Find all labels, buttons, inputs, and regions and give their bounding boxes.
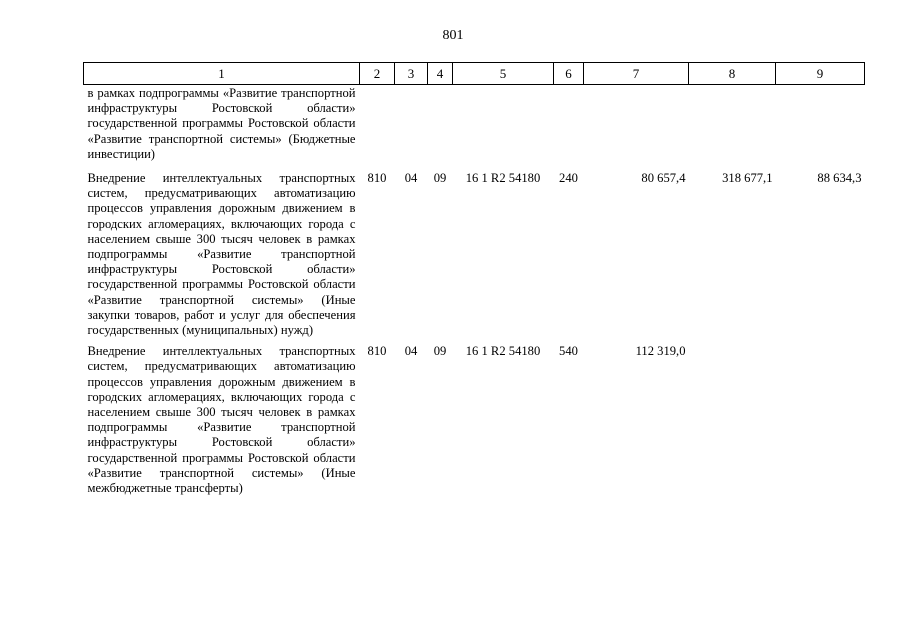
cell-amount-col7: 112 319,0 [635, 344, 686, 359]
cell-amount-col9: 88 634,3 [817, 171, 862, 186]
column-header: 7 [584, 63, 689, 85]
cell-section: 04 [404, 344, 418, 359]
cell-expense-type [554, 85, 584, 172]
column-header: 5 [453, 63, 554, 85]
row-description: Внедрение интеллектуальных транспортных систем, предусматривающих автоматизацию процессов управления дорожным движением в городских агломерациях, включающих города с населением свыше 300 тысяч человек в рамках подпрограммы «Развитие транспортной инфраструктуры Ростовской области» государственной программы Ростовской области «Развитие транспортной системы» (Иные межбюджетные трансферты) [87, 344, 356, 496]
cell-amount-col9 [776, 85, 865, 172]
column-header: 4 [428, 63, 453, 85]
budget-table [83, 62, 865, 502]
cell-amount-col7 [584, 85, 689, 172]
row-description: Внедрение интеллектуальных транспортных систем, предусматривающих автоматизацию процессов управления дорожным движением в городских агломерациях, включающих города с населением свыше 300 тысяч человек в рамках подпрограммы «Развитие транспортной инфраструктуры Ростовской области» государственной программы Ростовской области «Развитие транспортной системы» (Иные закупки товаров, работ и услуг для обеспечения государственных (муниципальных) нужд) [87, 171, 356, 338]
column-header: 1 [84, 63, 360, 85]
cell-subsection [428, 85, 453, 172]
cell-amount-col8 [689, 85, 776, 172]
page-number: 801 [442, 28, 464, 43]
cell-ministry-code [360, 85, 395, 172]
cell-amount-col9 [776, 344, 865, 502]
column-header: 9 [776, 63, 865, 85]
cell-section: 04 [404, 171, 418, 186]
column-header: 6 [554, 63, 584, 85]
cell-amount-col8 [689, 344, 776, 502]
cell-expense-type: 540 [559, 344, 578, 359]
column-header: 2 [360, 63, 395, 85]
cell-ministry-code: 810 [367, 171, 387, 186]
column-header: 3 [395, 63, 428, 85]
cell-target-article: 16 1 R2 54180 [465, 344, 541, 359]
table-row [84, 171, 865, 344]
cell-subsection: 09 [433, 171, 447, 186]
cell-ministry-code: 810 [367, 344, 387, 359]
table-row [84, 85, 865, 172]
cell-subsection: 09 [433, 344, 447, 359]
cell-section [395, 85, 428, 172]
table-row [84, 344, 865, 502]
cell-target-article [453, 85, 554, 172]
table-header-row [84, 63, 865, 85]
cell-amount-col8: 318 677,1 [722, 171, 773, 186]
column-header: 8 [689, 63, 776, 85]
cell-expense-type: 240 [559, 171, 578, 186]
cell-amount-col7: 80 657,4 [641, 171, 686, 186]
cell-target-article: 16 1 R2 54180 [465, 171, 541, 186]
row-description: в рамках подпрограммы «Развитие транспортной инфраструктуры Ростовской области» государственной программы Ростовской области «Развитие транспортной системы» (Бюджетные инвестиции) [87, 86, 356, 161]
